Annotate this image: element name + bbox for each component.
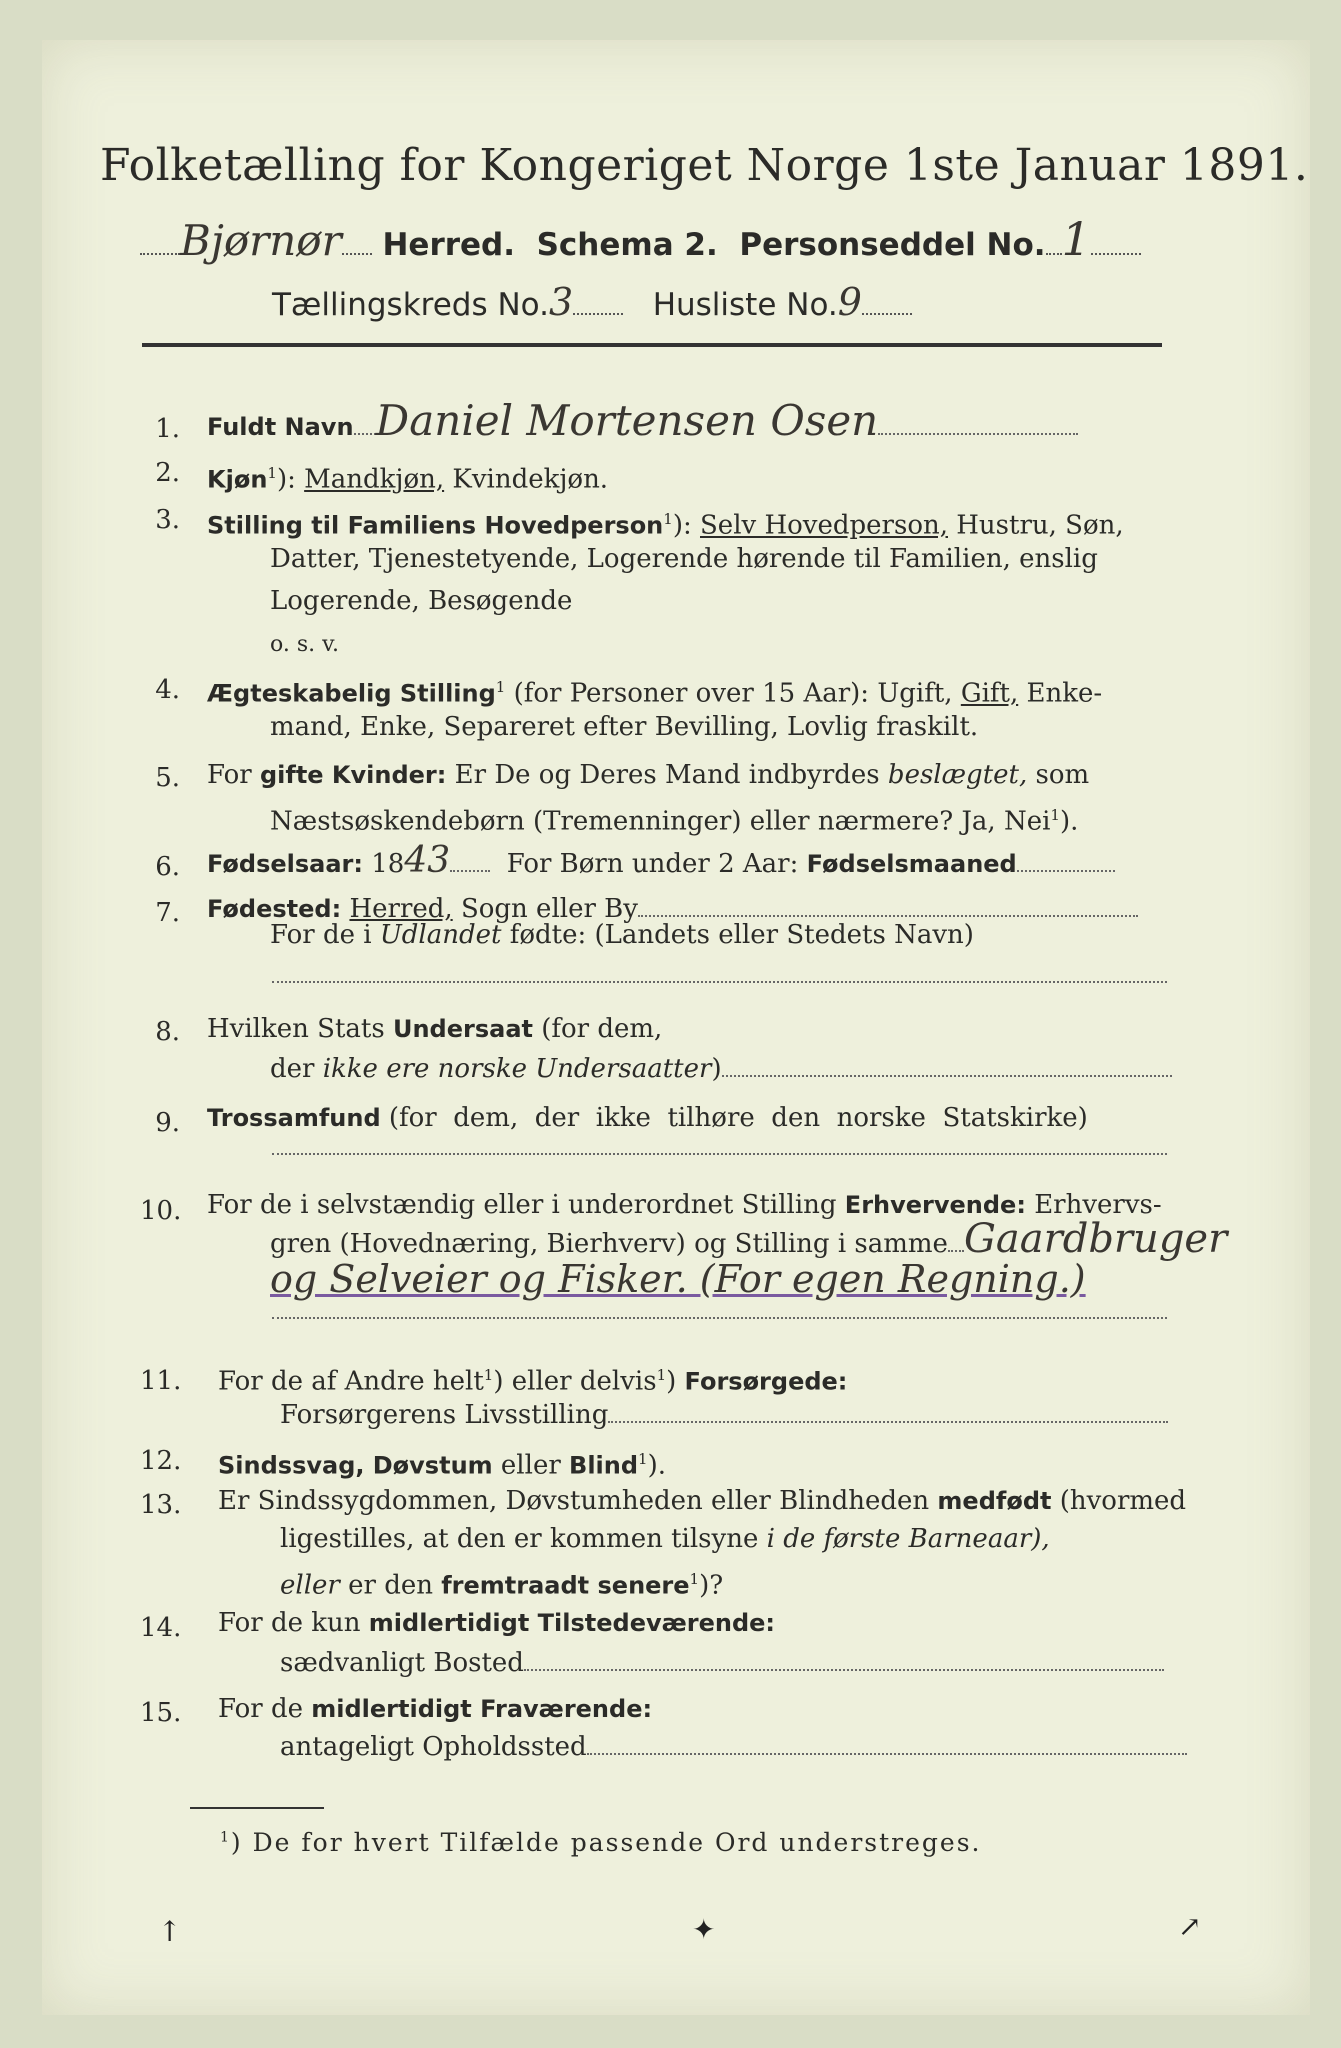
kreds-value: 3: [548, 280, 574, 324]
item-number: 15.: [140, 1698, 182, 1728]
item-number: 4.: [155, 675, 180, 705]
item-full-name: Fuldt Navn Daniel Mortensen Osen: [207, 402, 1078, 446]
birthplace-blank-line: [272, 980, 1167, 983]
item-number: 8.: [155, 1017, 180, 1047]
marital-option-married: Gift,: [960, 678, 1019, 709]
item-occupation: For de i selvstændig eller i underordnet Stilling Erhvervende: Erhvervs-: [207, 1190, 1162, 1220]
item-number: 3.: [155, 505, 180, 535]
birthplace-line-2: For de i Udlandet fødte: (Landets eller Stedets Navn): [270, 920, 974, 950]
header-line-herred: [140, 212, 1141, 266]
husliste-label: Husliste No.: [652, 287, 838, 323]
footnote-rule: [190, 1807, 324, 1809]
item-citizenship: Hvilken Stats Undersaat (for dem,: [207, 1014, 663, 1044]
item-birth-year: Fødselsaar: 1843 For Børn under 2 Aar: Fødselsmaaned: [207, 842, 1115, 883]
family-position-line-2: Datter, Tjenestetyende, Logerende hørende til Familien, enslig: [270, 544, 1098, 574]
occupation-value-2: og Selveier og Fisker. (For egen Regning.): [270, 1257, 1086, 1301]
corner-mark-left: ↑: [158, 1915, 182, 1948]
item-number: 11.: [140, 1366, 182, 1396]
item-congenital: Er Sindssygdommen, Døvstumheden eller Blindheden medfødt (hvormed: [218, 1486, 1187, 1516]
sex-option-male: Mandkjøn,: [304, 464, 445, 495]
full-name-value: Daniel Mortensen Osen: [375, 396, 879, 445]
occupation-value-1: Gaardbruger: [963, 1216, 1228, 1262]
corner-mark-right: ↗: [1178, 1910, 1202, 1943]
citizenship-line-2: der ikke ere norske Undersaatter): [270, 1050, 1172, 1088]
item-married-women: For gifte Kvinder: Er De og Deres Mand indbyrdes beslægtet, som: [207, 760, 1090, 790]
item-disabilities: Sindssvag, Døvstum eller Blind$^1$).: [218, 1450, 667, 1481]
occupation-line-2: gren (Hovednæring, Bierhverv) og Stilling i samme Gaardbruger: [270, 1216, 1228, 1262]
item-number: 5.: [155, 763, 180, 793]
occupation-blank-line: [272, 1316, 1167, 1319]
temporarily-present-line-2: sædvanligt Bosted: [280, 1644, 1164, 1682]
personseddel-label: Personseddel No.: [739, 227, 1046, 263]
position-option-head: Selv Hovedperson,: [700, 510, 948, 541]
item-number: 13.: [140, 1490, 182, 1520]
item-number: 1.: [155, 414, 180, 444]
congenital-line-3: eller er den fremtraadt senere$^1$)?: [280, 1570, 724, 1601]
item-marital-status: Ægteskabelig Stilling$^1$ (for Personer over 15 Aar): Ugift, Gift, Enke-: [207, 678, 1103, 709]
item-sex: Kjøn$^1$): Mandkjøn, Kvindekjøn.: [207, 464, 609, 495]
form-title: Folketælling for Kongeriget Norge 1ste Januar 1891.: [100, 140, 1309, 191]
temporarily-absent-line-2: antageligt Opholdssted: [280, 1728, 1187, 1766]
herred-value: Bjørnør: [180, 216, 342, 265]
item-number: 12.: [140, 1446, 182, 1476]
herred-label: Herred.: [382, 227, 516, 263]
congenital-line-2: ligestilles, at den er kommen tilsyne i de første Barneaar),: [280, 1524, 1050, 1554]
item-birthplace: Fødested: Herred, Sogn eller By: [207, 890, 1138, 928]
schema-label: Schema 2.: [536, 227, 718, 263]
item-number: 6.: [155, 852, 180, 882]
item-religion: Trossamfund (for dem, der ikke tilhøre den norske Statskirke): [207, 1103, 1088, 1133]
sex-option-female: Kvindekjøn.: [452, 464, 609, 495]
item-family-position: Stilling til Familiens Hovedperson$^1$): Selv Hovedperson, Hustru, Søn,: [207, 510, 1124, 541]
husliste-value: 9: [837, 280, 862, 324]
birth-year-value: 43: [404, 840, 451, 881]
item-number: 7.: [155, 898, 180, 928]
header-rule: [142, 343, 1162, 347]
header-line-kreds: [272, 280, 912, 324]
kreds-label: Tællingskreds No.: [272, 287, 549, 323]
married-women-line-2: Næstsøskendebørn (Tremenninger) eller nærmere? Ja, Nei$^1$).: [270, 806, 1079, 837]
family-position-line-4: o. s. v.: [270, 632, 339, 657]
family-position-line-3: Logerende, Besøgende: [270, 586, 573, 616]
item-number: 14.: [140, 1613, 182, 1643]
item-dependents: For de af Andre helt$^1$) eller delvis$^1$) Forsørgede:: [218, 1366, 848, 1397]
dependents-line-2: Forsørgerens Livsstilling: [280, 1396, 1168, 1434]
item-number: 10.: [140, 1196, 182, 1226]
footnote: $^1$) De for hvert Tilfælde passende Ord understreges.: [220, 1828, 982, 1857]
marital-status-line-2: mand, Enke, Separeret efter Bevilling, Lovlig fraskilt.: [270, 712, 979, 742]
birthplace-option-herred: Herred,: [349, 894, 453, 924]
item-temporarily-absent: For de midlertidigt Fraværende:: [218, 1694, 653, 1724]
item-temporarily-present: For de kun midlertidigt Tilstedeværende:: [218, 1608, 776, 1638]
religion-blank-line: [272, 1152, 1167, 1155]
corner-mark-center: ✦: [692, 1913, 716, 1946]
occupation-line-3: [270, 1257, 1086, 1303]
item-number: 2.: [155, 458, 180, 488]
personseddel-value: 1: [1061, 212, 1091, 266]
item-number: 9.: [155, 1108, 180, 1138]
